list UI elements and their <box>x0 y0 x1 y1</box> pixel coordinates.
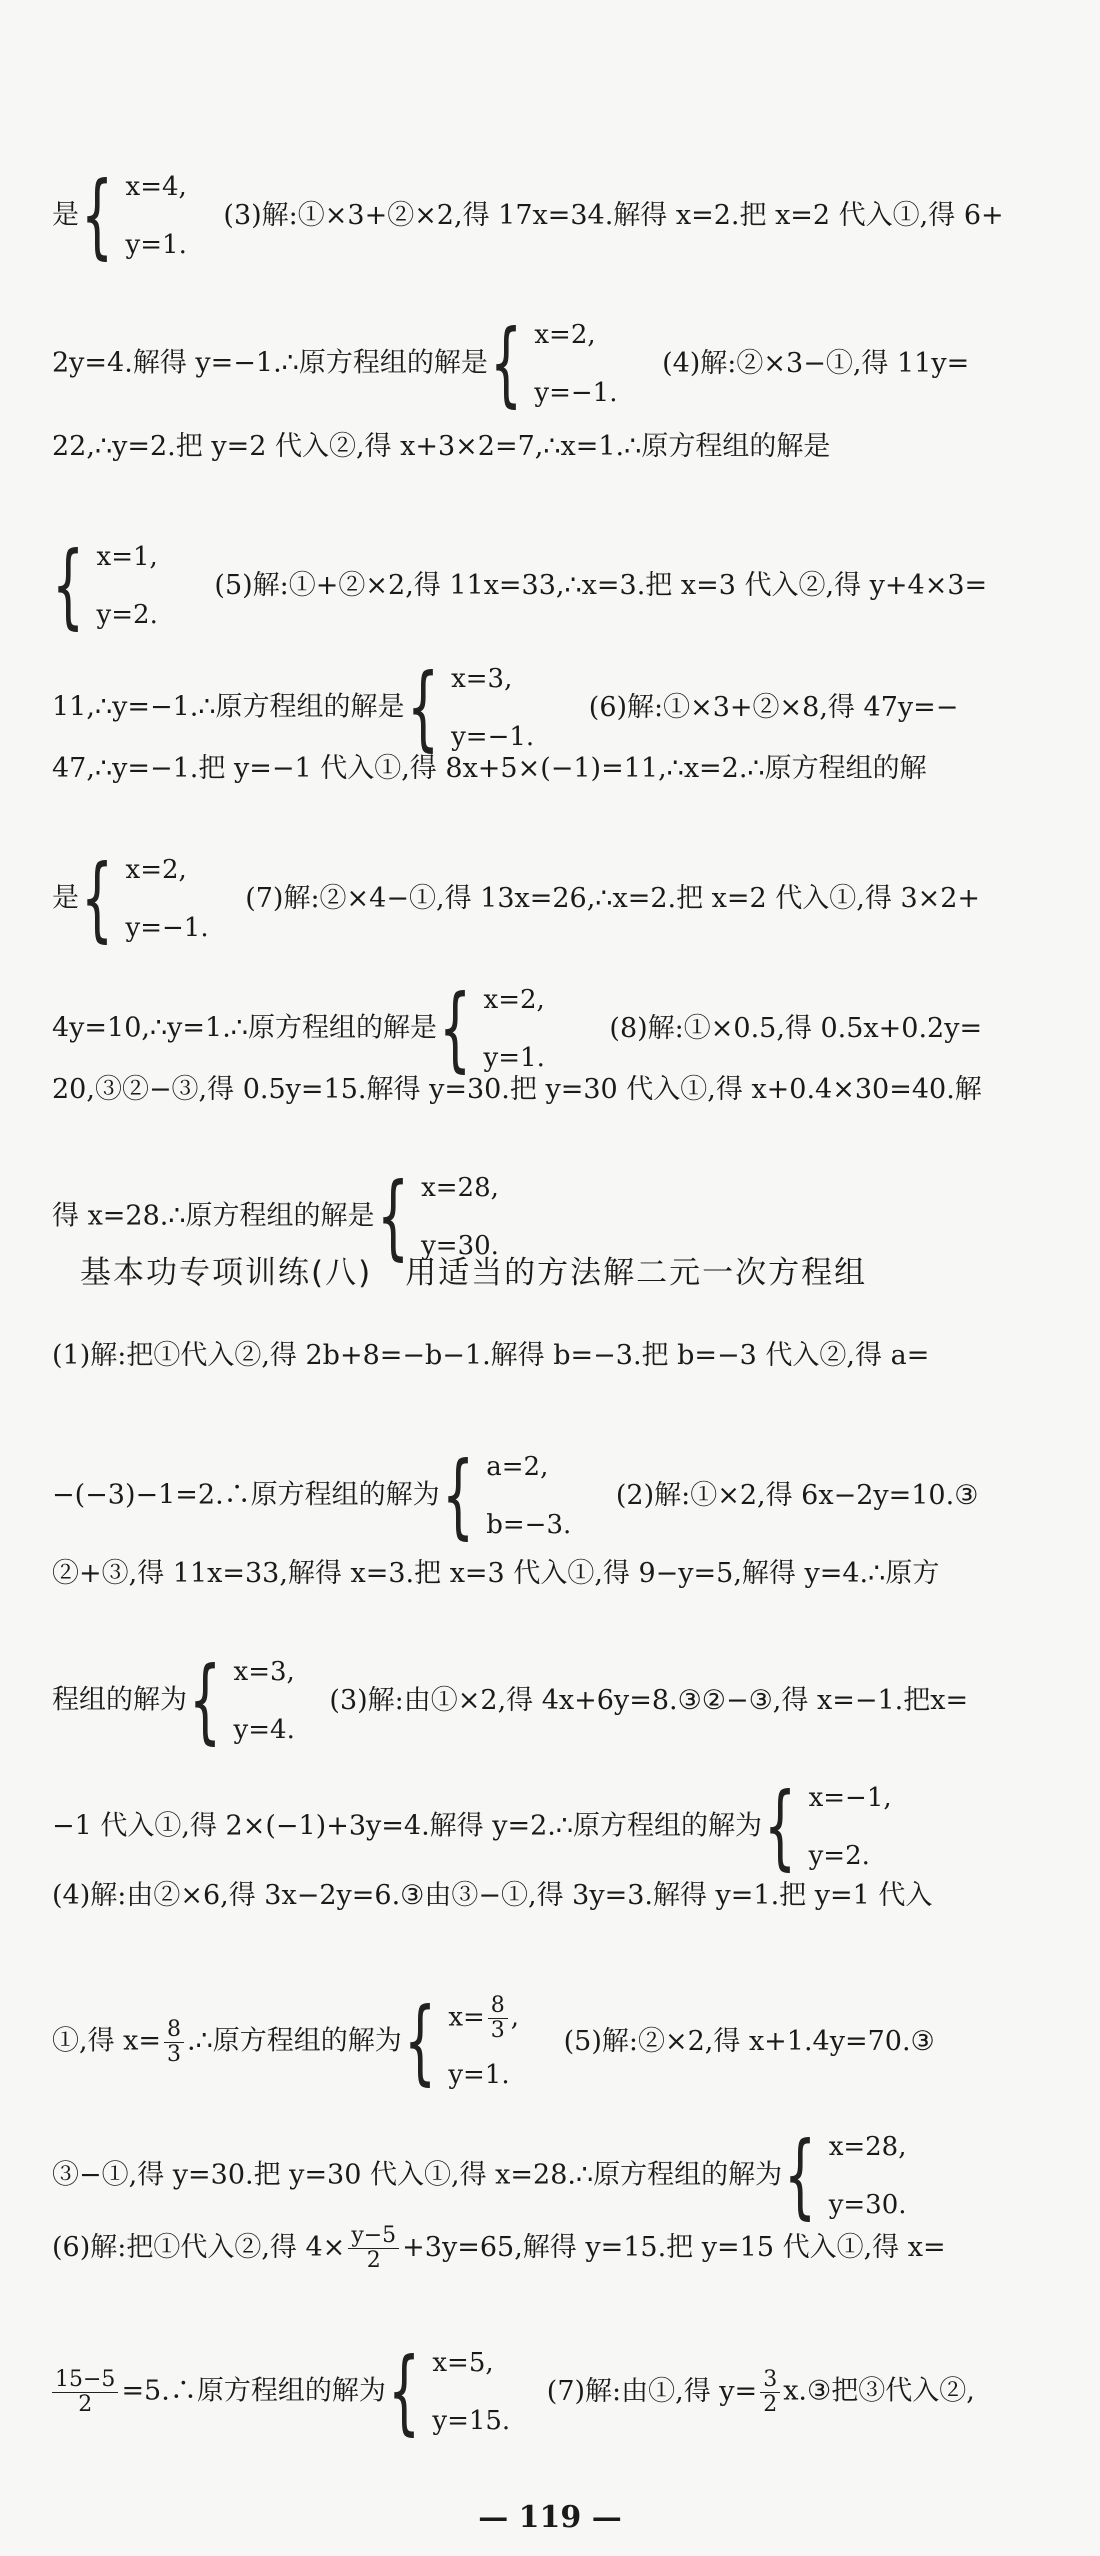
equation-system: { x=−1, y=2. <box>764 1773 892 1880</box>
equation-system: { x=4, y=1. <box>81 162 187 269</box>
equation-system: { x=1, y=2. <box>52 532 158 639</box>
equation-system: { x=3, y=−1. <box>406 654 535 761</box>
equation-system: { a=2, b=−3. <box>441 1442 572 1549</box>
equation-system: { x=2, y=−1. <box>81 845 209 952</box>
text-line: 2y=4.解得 y=−1.∴原方程组的解是 { x=2, y=−1. (4)解:②×3−①,得 11y= <box>52 310 970 417</box>
text-line: ③−①,得 y=30.把 y=30 代入①,得 x=28.∴原方程组的解为 { x=28, y=30. <box>52 2122 907 2229</box>
text-line: ①,得 x= $\frac{8}{3}$ .∴原方程组的解为 { x= $\frac{8}{3}$ , y=1. (5)解:②×2,得 x+1.4y=70.③ <box>52 1988 935 2095</box>
text-line: 是 { x=4, y=1. (3)解:①×3+②×2,得 17x=34.解得 x=2.把 x=2 代入①,得 6+ <box>52 162 1004 269</box>
text-line: 程组的解为 { x=3, y=4. (3)解:由①×2,得 4x+6y=8.③②−③,得 x=−1.把x= <box>52 1647 969 1754</box>
text-line: 20,③②−③,得 0.5y=15.解得 y=30.把 y=30 代入①,得 x+0.4×30=40.解 <box>52 1074 982 1105</box>
text-line: { x=1, y=2. (5)解:①+②×2,得 11x=33,∴x=3.把 x=3 代入②,得 y+4×3= <box>52 532 988 639</box>
text-line: −1 代入①,得 2×(−1)+3y=4.解得 y=2.∴原方程组的解为 { x=−1, y=2. <box>52 1773 892 1880</box>
brace-icon: { <box>387 2338 421 2445</box>
page-number: — 119 — <box>478 2500 622 2535</box>
equation-system: { x= $\frac{8}{3}$ , y=1. <box>403 1988 520 2095</box>
text-line: ②+③,得 11x=33,解得 x=3.把 x=3 代入①,得 9−y=5,解得 y=4.∴原方 <box>52 1558 940 1589</box>
equation-system: { x=28, y=30. <box>784 2122 907 2229</box>
text-line: 4y=10,∴y=1.∴原方程组的解是 { x=2, y=1. (8)解:①×0.5,得 0.5x+0.2y= <box>52 975 983 1082</box>
brace-icon: { <box>403 1988 436 2095</box>
brace-icon: { <box>52 532 85 639</box>
section-title: 基本功专项训练(八) 用适当的方法解二元一次方程组 <box>80 1255 868 1291</box>
fraction: $\frac{3}{2}$ <box>760 2368 780 2417</box>
text-line: (1)解:把①代入②,得 2b+8=−b−1.解得 b=−3.把 b=−3 代入②,得 a= <box>52 1340 930 1371</box>
text-line: −(−3)−1=2.∴原方程组的解为 { a=2, b=−3. (2)解:①×2,得 6x−2y=10.③ <box>52 1442 979 1549</box>
equation-system: { x=2, y=−1. <box>489 310 618 417</box>
brace-icon: { <box>376 1163 409 1270</box>
fraction: $\frac{8}{3}$ <box>488 1994 508 2043</box>
text-line: 22,∴y=2.把 y=2 代入②,得 x+3×2=7,∴x=1.∴原方程组的解是 <box>52 431 831 462</box>
fraction: $\frac{8}{3}$ <box>164 2018 184 2067</box>
text-line: 是 { x=2, y=−1. (7)解:②×4−①,得 13x=26,∴x=2.把 x=2 代入①,得 3×2+ <box>52 845 981 952</box>
text-line: (6)解:把①代入②,得 4× $\frac{y-5}{2}$ +3y=65,解得 y=15.把 y=15 代入①,得 x= <box>52 2223 946 2273</box>
equation-system: { x=28, y=30. <box>376 1163 499 1270</box>
text-line: 得 x=28.∴原方程组的解是 { x=28, y=30. <box>52 1163 499 1270</box>
fraction: $\frac{15-5}{2}$ <box>52 2368 118 2417</box>
brace-icon: { <box>764 1773 797 1880</box>
brace-icon: { <box>189 1647 222 1754</box>
brace-icon: { <box>439 975 472 1082</box>
equation-system: { x=2, y=1. <box>439 975 545 1082</box>
brace-icon: { <box>784 2122 817 2229</box>
text-line: 11,∴y=−1.∴原方程组的解是 { x=3, y=−1. (6)解:①×3+②×8,得 47y=− <box>52 654 959 761</box>
brace-icon: { <box>441 1442 474 1549</box>
brace-icon: { <box>81 162 114 269</box>
brace-icon: { <box>81 845 114 952</box>
fraction: $\frac{y-5}{2}$ <box>348 2224 399 2273</box>
text-line: 47,∴y=−1.把 y=−1 代入①,得 8x+5×(−1)=11,∴x=2.∴原方程组的解 <box>52 753 927 784</box>
brace-icon: { <box>489 310 523 417</box>
text-line: $\frac{15-5}{2}$ =5.∴原方程组的解为 { x=5, y=15. (7)解:由①,得 y= $\frac{3}{2}$ x.③把③代入②, <box>52 2346 1052 2438</box>
text-line: (4)解:由②×6,得 3x−2y=6.③由③−①,得 3y=3.解得 y=1.把 y=1 代入 <box>52 1880 933 1911</box>
equation-system: { x=5, y=15. <box>387 2338 511 2445</box>
brace-icon: { <box>406 654 439 761</box>
equation-system: { x=3, y=4. <box>189 1647 295 1754</box>
